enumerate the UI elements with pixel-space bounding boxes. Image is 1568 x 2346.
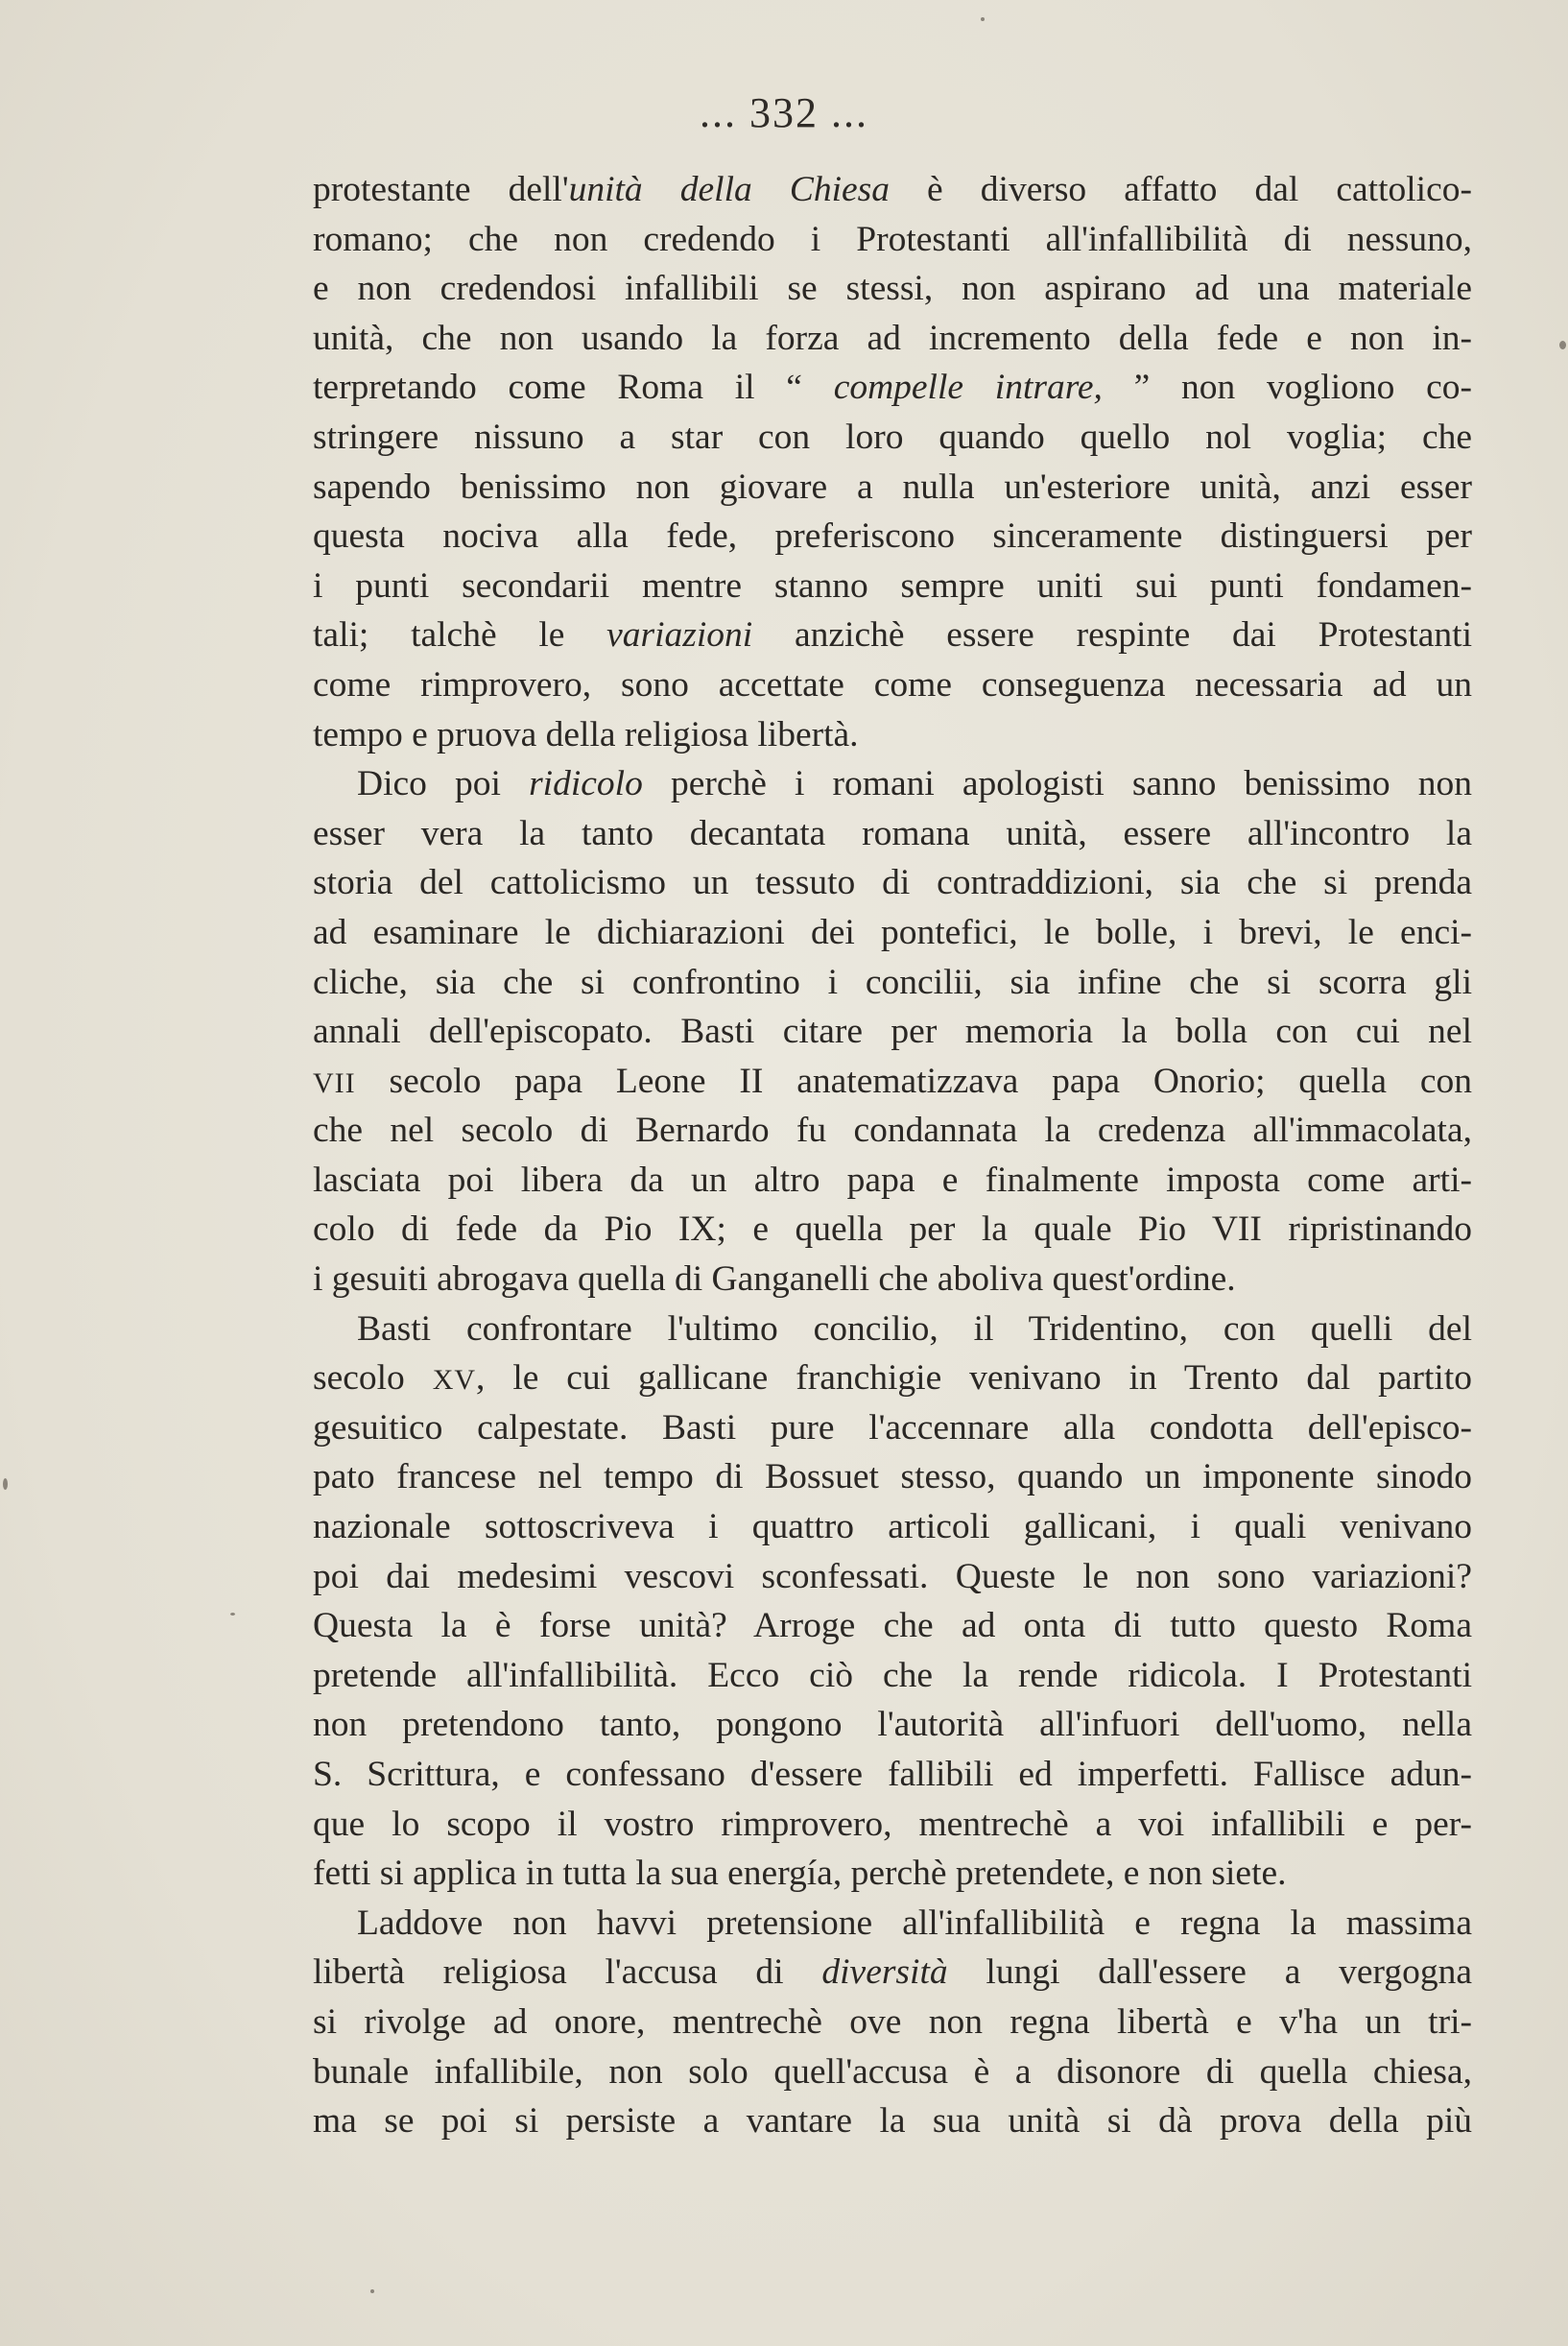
text-run: protestante dell' (313, 170, 569, 209)
paragraph (313, 165, 1472, 759)
paper-speck (230, 1613, 235, 1616)
text-line (313, 363, 1472, 413)
text-run: tempo e pruova della religiosa libertà. (313, 714, 859, 754)
text-run: i gesuiti abrogava quella di Ganganelli che aboliva quest'ordine. (313, 1259, 1236, 1300)
paper-speck (981, 17, 985, 21)
italic-text: compelle intrare, (833, 368, 1103, 408)
text-line (313, 610, 1472, 660)
text-line (313, 759, 1472, 809)
text-run: poi dai medesimi vescovi sconfessati. Queste le non sono variazioni? (313, 1556, 1472, 1596)
text-run: que lo scopo il vostro rimprovero, mentrechè a voi infallibili e per- (313, 1804, 1472, 1844)
text-line (313, 1998, 1472, 2047)
text-run: cliche, sia che si confrontino i concilii, sia infine che si scorra gli (313, 962, 1472, 1002)
text-run: Laddove non havvi pretensione all'infallibilità e regna la massima (357, 1903, 1472, 1943)
text-line (313, 1305, 1472, 1354)
text-run: ” non vogliono co- (1102, 368, 1472, 408)
small-caps-numeral: VII (313, 1066, 356, 1099)
page-number: ... 332 ... (700, 89, 868, 136)
text-run: S. Scrittura, e confessano d'essere fallibili ed imperfetti. Fallisce adun- (313, 1755, 1472, 1794)
text-line (313, 1601, 1472, 1651)
text-run: secolo papa Leone II anatematizzava papa Onorio; quella con (355, 1061, 1472, 1101)
text-line (313, 1502, 1472, 1552)
text-run: è diverso affatto dal cattolico- (889, 170, 1472, 209)
text-line (313, 1205, 1472, 1255)
text-line (313, 512, 1472, 562)
text-line (313, 2096, 1472, 2146)
text-line (313, 264, 1472, 314)
body-text (313, 165, 1472, 2146)
text-run: esser vera la tanto decantata romana unità, essere all'incontro la (313, 813, 1472, 853)
text-line (313, 958, 1472, 1008)
text-run: lungi dall'essere a vergogna (947, 1952, 1472, 1993)
text-run: Questa la è forse unità? Arroge che ad onta di tutto questo Roma (313, 1606, 1472, 1646)
italic-text: unità della Chiesa (568, 170, 890, 209)
text-line (313, 1552, 1472, 1602)
text-run: annali dell'episcopato. Basti citare per memoria la bolla con cui nel (313, 1012, 1472, 1052)
text-run: stringere nissuno a star con loro quando quello nol voglia; che (313, 417, 1472, 457)
text-line (313, 858, 1472, 908)
text-run: romano; che non credendo i Protestanti all'infallibilità di nessuno, (313, 219, 1472, 259)
text-line (313, 1255, 1472, 1305)
text-line (313, 1700, 1472, 1750)
text-line (313, 1849, 1472, 1899)
text-line (313, 2047, 1472, 2097)
text-line (313, 1156, 1472, 1206)
text-run: anzichè essere respinte dai Protestanti (752, 615, 1472, 656)
text-line (313, 463, 1472, 513)
text-run: Basti confrontare l'ultimo concilio, il Tridentino, con quelli del (357, 1308, 1472, 1349)
paragraph (313, 1305, 1472, 1899)
text-line (313, 1007, 1472, 1057)
italic-text: ridicolo (529, 764, 643, 804)
text-run: pato francese nel tempo di Bossuet stesso, quando un imponente sinodo (313, 1457, 1472, 1497)
paper-speck (370, 2289, 374, 2293)
text-line (313, 1106, 1472, 1156)
text-line (313, 413, 1472, 463)
italic-text: diversità (821, 1952, 948, 1993)
text-run: non pretendono tanto, pongono l'autorità all'infuori dell'uomo, nella (313, 1705, 1472, 1745)
italic-text: variazioni (606, 615, 753, 656)
text-run: fetti si applica in tutta la sua energía, perchè pretendete, e non siete. (313, 1854, 1287, 1894)
text-run: perchè i romani apologisti sanno benissimo non (642, 764, 1472, 804)
text-line (313, 1651, 1472, 1701)
text-line (313, 314, 1472, 364)
text-run: come rimprovero, sono accettate come conseguenza necessaria ad un (313, 664, 1472, 705)
text-run: Dico poi (357, 764, 530, 804)
text-line (313, 562, 1472, 611)
paper-speck (1559, 341, 1566, 349)
text-line (313, 1353, 1472, 1403)
paragraph (313, 1899, 1472, 2146)
text-run: storia del cattolicismo un tessuto di contraddizioni, sia che si prenda (313, 863, 1472, 903)
text-run: si rivolge ad onore, mentrechè ove non regna libertà e v'ha un tri- (313, 2001, 1472, 2042)
text-run: che nel secolo di Bernardo fu condannata la credenza all'immacolata, (313, 1111, 1472, 1151)
text-run: i punti secondarii mentre stanno sempre uniti sui punti fondamen- (313, 565, 1472, 606)
text-line (313, 1899, 1472, 1949)
text-run: pretende all'infallibilità. Ecco ciò che la rende ridicola. I Protestanti (313, 1655, 1472, 1695)
text-run: bunale infallibile, non solo quell'accusa è a disonore di quella chiesa, (313, 2051, 1472, 2092)
text-run: e non credendosi infallibili se stessi, non aspirano ad una materiale (313, 269, 1472, 309)
text-run: libertà religiosa l'accusa di (313, 1952, 822, 1993)
text-line (313, 809, 1472, 859)
text-line (313, 1948, 1472, 1998)
text-run: sapendo benissimo non giovare a nulla un'esteriore unità, anzi esser (313, 467, 1472, 507)
text-run: terpretando come Roma il “ (313, 368, 834, 408)
text-run: ad esaminare le dichiarazioni dei pontefici, le bolle, i brevi, le enci- (313, 912, 1472, 952)
text-line (313, 710, 1472, 760)
text-run: tali; talchè le (313, 615, 607, 656)
text-run: nazionale sottoscriveva i quattro articoli gallicani, i quali venivano (313, 1507, 1472, 1547)
text-run: ma se poi si persiste a vantare la sua unità si dà prova della più (313, 2101, 1472, 2142)
text-line (313, 1452, 1472, 1502)
small-caps-numeral: XV (432, 1364, 477, 1397)
text-run: unità, che non usando la forza ad incremento della fede e non in- (313, 318, 1472, 358)
text-line (313, 1403, 1472, 1453)
text-line (313, 215, 1472, 265)
text-run: colo di fede da Pio IX; e quella per la quale Pio VII ripristinando (313, 1209, 1472, 1250)
text-line (313, 660, 1472, 710)
text-line (313, 1800, 1472, 1850)
text-run: gesuitico calpestate. Basti pure l'accennare alla condotta dell'episco- (313, 1407, 1472, 1448)
text-run: secolo (313, 1358, 433, 1399)
text-line (313, 1750, 1472, 1800)
text-run: questa nociva alla fede, preferiscono sinceramente distinguersi per (313, 516, 1472, 557)
text-run: , le cui gallicane franchigie venivano in Trento dal partito (476, 1358, 1472, 1399)
paper-speck (3, 1478, 8, 1490)
paragraph (313, 759, 1472, 1305)
text-line (313, 165, 1472, 215)
text-run: lasciata poi libera da un altro papa e finalmente imposta come arti- (313, 1160, 1472, 1200)
text-line (313, 1057, 1472, 1107)
text-line (313, 908, 1472, 958)
